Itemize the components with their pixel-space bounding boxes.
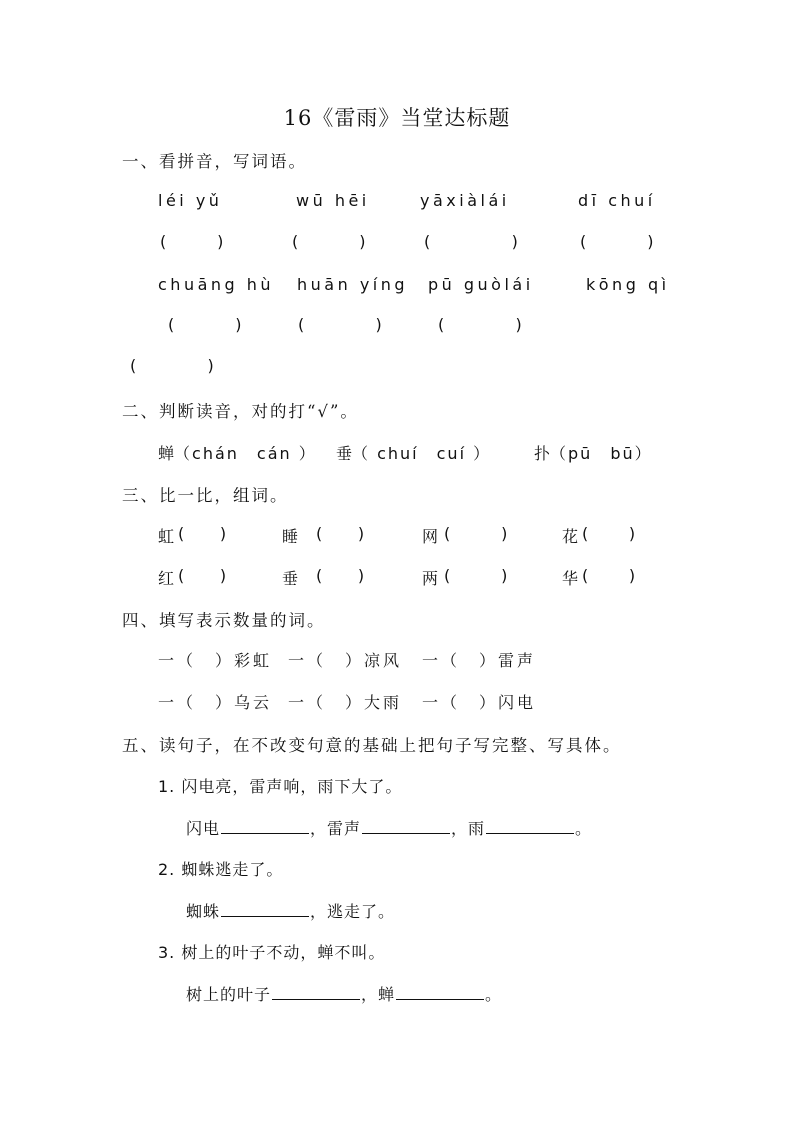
answer-blank[interactable]: ( ) (130, 356, 214, 375)
q2-char: 垂 (336, 444, 353, 463)
answer-blank[interactable]: ( ) (580, 232, 654, 251)
answer-blank[interactable]: ( ) (316, 524, 365, 543)
answer-prefix: 树上的叶子 (186, 985, 272, 1004)
fill-line[interactable] (362, 819, 450, 834)
item-number: 2. (158, 860, 176, 879)
q3-char: 睡 (282, 527, 299, 546)
q3-char: 垂 (282, 569, 299, 588)
q3-char: 网 (422, 527, 439, 546)
q3-char: 花 (562, 527, 579, 546)
q5-sentence-3 (158, 940, 385, 963)
q3-heading: 三、比一比，组词。 (122, 486, 289, 505)
sentence-text: 闪电亮，雷声响，雨下大了。 (181, 777, 403, 796)
answer-mid: ，雨 (451, 819, 486, 838)
sentence-text: 树上的叶子不动，蝉不叫。 (181, 943, 386, 962)
answer-blank[interactable]: ( ) (160, 232, 224, 251)
pinyin-7: pū guòlái (428, 275, 534, 294)
answer-blank[interactable]: ( ) (444, 566, 508, 585)
q3-char: 红 (158, 569, 175, 588)
q2-options[interactable]: （chán cán ） (174, 444, 317, 463)
pinyin-5: chuāng hù (158, 275, 275, 294)
answer-blank[interactable]: ( ) (298, 315, 382, 334)
page-title: 16《雷雨》当堂达标题 (283, 106, 511, 130)
q5-heading: 五、读句子，在不改变句意的基础上把句子写完整、写具体。 (122, 736, 622, 755)
q2-item-1 (158, 441, 317, 464)
answer-blank[interactable]: ( ) (316, 566, 365, 585)
q2-heading: 二、判断读音，对的打“√”。 (122, 402, 359, 421)
q2-item-3 (534, 441, 653, 464)
answer-blank[interactable]: ( ) (292, 232, 366, 251)
answer-blank[interactable]: ( ) (444, 524, 508, 543)
answer-blank[interactable]: ( ) (168, 315, 242, 334)
fill-line[interactable] (396, 985, 484, 1000)
q4-item[interactable]: 一（ ）大雨 (288, 693, 403, 712)
answer-blank[interactable]: ( ) (178, 524, 227, 543)
q4-item[interactable]: 一（ ）闪电 (422, 693, 537, 712)
q4-item[interactable]: 一（ ）凉风 (288, 651, 403, 670)
answer-mid: ，雷声 (310, 819, 362, 838)
q4-item[interactable]: 一（ ）乌云 (158, 693, 273, 712)
fill-line[interactable] (272, 985, 360, 1000)
q4-item[interactable]: 一（ ）彩虹 (158, 651, 273, 670)
q3-char: 华 (562, 569, 579, 588)
q3-char: 虹 (158, 527, 175, 546)
answer-blank[interactable]: ( ) (438, 315, 522, 334)
q2-options[interactable]: （ chuí cuí ） (352, 444, 492, 463)
pinyin-3: yāxiàlái (420, 191, 510, 210)
answer-end: 。 (485, 985, 503, 1004)
pinyin-1: léi yǔ (158, 191, 223, 210)
q5-sentence-2 (158, 857, 283, 880)
pinyin-4: dī chuí (578, 191, 656, 210)
item-number: 1. (158, 777, 176, 796)
q4-item[interactable]: 一（ ）雷声 (422, 651, 537, 670)
answer-blank[interactable]: ( ) (178, 566, 227, 585)
answer-blank[interactable]: ( ) (582, 524, 636, 543)
q3-char: 两 (422, 569, 439, 588)
q2-options[interactable]: （pū bū） (550, 444, 653, 463)
q2-item-2 (336, 441, 491, 464)
sentence-text: 蜘蛛逃走了。 (181, 860, 284, 879)
answer-end: 。 (575, 819, 593, 838)
q5-answer-2 (186, 899, 395, 922)
pinyin-8: kōng qì (586, 275, 670, 294)
answer-blank[interactable]: ( ) (582, 566, 636, 585)
q5-answer-1 (186, 816, 592, 839)
fill-line[interactable] (221, 902, 309, 917)
pinyin-2: wū hēi (296, 191, 370, 210)
answer-prefix: 蜘蛛 (186, 902, 221, 921)
q5-sentence-1 (158, 774, 402, 797)
item-number: 3. (158, 943, 176, 962)
q2-char: 蝉 (158, 444, 175, 463)
q5-answer-3 (186, 982, 502, 1005)
answer-mid: ，蝉 (361, 985, 396, 1004)
q4-heading: 四、填写表示数量的词。 (122, 611, 326, 630)
q1-heading: 一、看拼音，写词语。 (122, 152, 307, 171)
answer-blank[interactable]: ( ) (424, 232, 518, 251)
fill-line[interactable] (221, 819, 309, 834)
answer-prefix: 闪电 (186, 819, 221, 838)
answer-end: ，逃走了。 (310, 902, 396, 921)
fill-line[interactable] (486, 819, 574, 834)
q2-char: 扑 (534, 444, 551, 463)
pinyin-6: huān yíng (297, 275, 409, 294)
